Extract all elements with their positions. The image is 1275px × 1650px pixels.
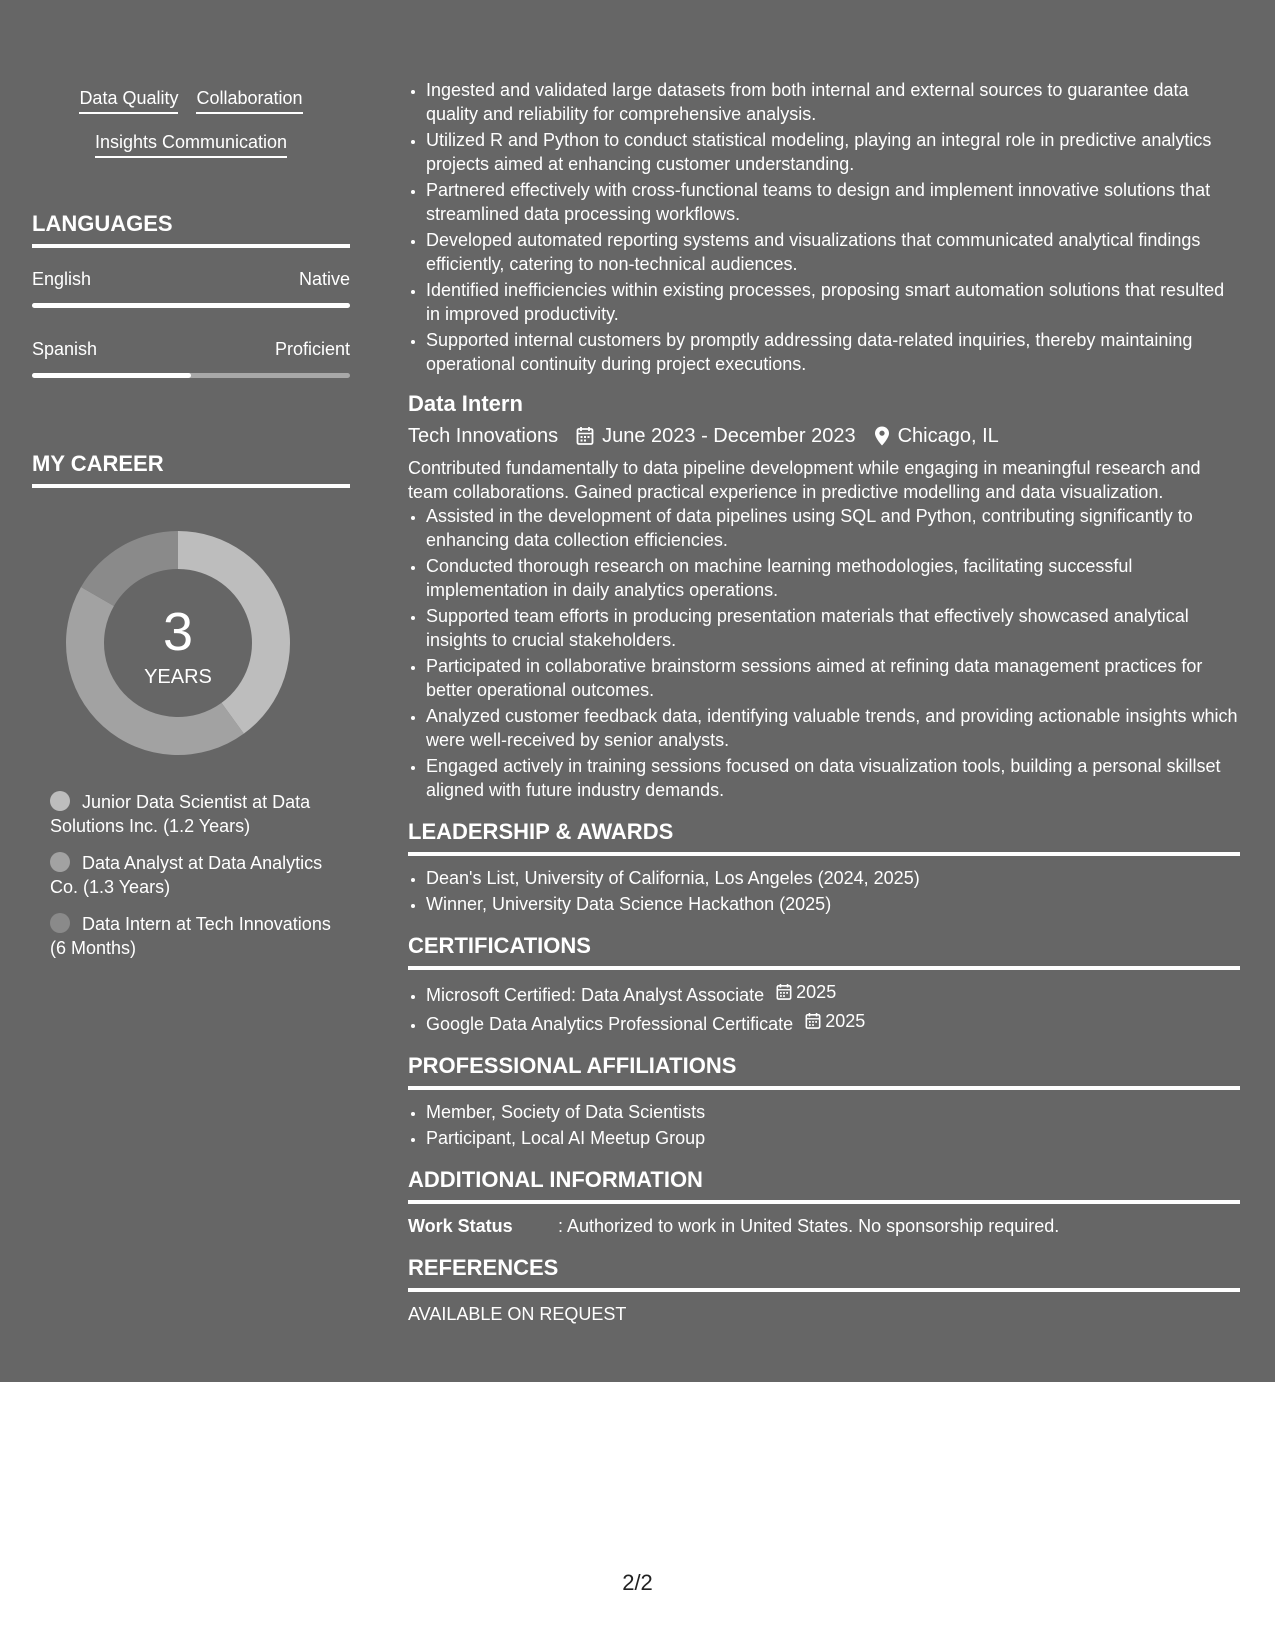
language-bar: [32, 303, 350, 308]
skill-tag: Data Quality: [79, 86, 178, 114]
language-bar-fill: [32, 373, 191, 378]
list-item: • Analyzed customer feedback data, identifying valuable trends, and providing actionable insights which were well-received by senior analysts.: [426, 704, 1240, 752]
language-name: Spanish: [32, 339, 98, 359]
career-heading: MY CAREER: [32, 450, 350, 488]
legend-label: Data Intern at Tech Innovations (6 Months): [50, 914, 331, 958]
list-item: • Assisted in the development of data pipelines using SQL and Python, contributing significantly to enhancing data collection efficiencies.: [426, 504, 1240, 552]
legend-dot: [50, 852, 70, 872]
certifications-list: [408, 980, 1240, 1036]
list-item: • Supported team efforts in producing presentation materials that effectively showcased analytical insights to crucial stakeholders.: [426, 604, 1240, 652]
cert-year: 2025: [796, 982, 837, 1002]
job-summary: Contributed fundamentally to data pipeline development while engaging in meaningful research and team collaborations. Gained practical experience in predictive modelling and data visualization.: [408, 458, 1201, 502]
references-text: AVAILABLE ON REQUEST: [408, 1304, 627, 1324]
language-level: Proficient: [274, 339, 350, 359]
language-name: English: [32, 269, 92, 289]
list-item: • Participated in collaborative brainstorm sessions aimed at refining data management practices for better operational outcomes.: [426, 654, 1240, 702]
language-bar-fill: [32, 303, 350, 308]
intern-bullets: [408, 504, 1240, 802]
legend-label: Junior Data Scientist at Data Solutions Inc. (1.2 Years): [50, 792, 311, 836]
experience-bullets: [408, 78, 1240, 376]
list-item: • Member, Society of Data Scientists: [426, 1100, 1240, 1124]
work-status-label: Work Status: [408, 1216, 513, 1236]
list-item: • Partnered effectively with cross-functional teams to design and implement innovative solutions that streamlined data processing workflows.: [426, 178, 1240, 226]
job-dates: June 2023 - December 2023: [602, 425, 856, 447]
language-english: [32, 267, 350, 308]
cert-year: 2025: [825, 1011, 866, 1031]
language-level: Native: [298, 269, 350, 289]
list-item: • Utilized R and Python to conduct statistical modeling, playing an integral role in predictive analytics projects aimed at enhancing customer understanding.: [426, 128, 1240, 176]
list-item: • Developed automated reporting systems and visualizations that communicated analytical findings efficiently, catering to non-technical audiences.: [426, 228, 1240, 276]
work-status-value: : Authorized to work in United States. No sponsorship required.: [558, 1216, 1060, 1236]
page-number: 2/2: [622, 1570, 653, 1595]
calendar-icon: [776, 983, 792, 1001]
calendar-icon: [805, 1012, 821, 1030]
affiliations-list: [408, 1100, 1240, 1150]
career-total-value: 3: [162, 602, 194, 662]
legend-label: Data Analyst at Data Analytics Co. (1.3 Years): [50, 853, 323, 897]
list-item: • Dean's List, University of California, Los Angeles (2024, 2025): [426, 866, 1240, 890]
list-item: • Ingested and validated large datasets from both internal and external sources to guarantee data quality and reliability for comprehensive analysis.: [426, 78, 1240, 126]
location-pin-icon: [874, 426, 890, 446]
language-bar: [32, 373, 350, 378]
job-location: Chicago, IL: [897, 425, 999, 447]
references-heading: REFERENCES: [408, 1254, 1240, 1292]
additional-info-heading: ADDITIONAL INFORMATION: [408, 1166, 1240, 1204]
list-item: • Participant, Local AI Meetup Group: [426, 1126, 1240, 1150]
legend-item: [50, 851, 350, 899]
awards-list: [408, 866, 1240, 916]
legend-dot: [50, 913, 70, 933]
certifications-heading: CERTIFICATIONS: [408, 932, 1240, 970]
donut-segment-2: [81, 531, 178, 606]
awards-heading: LEADERSHIP & AWARDS: [408, 818, 1240, 856]
legend-dot: [50, 791, 70, 811]
cert-name: Microsoft Certified: Data Analyst Associate: [426, 985, 765, 1005]
cert-name: Google Data Analytics Professional Certificate: [426, 1014, 794, 1034]
list-item: [426, 1009, 1240, 1036]
career-legend: [50, 790, 350, 973]
list-item: • Winner, University Data Science Hackathon (2025): [426, 892, 1240, 916]
job-meta: [408, 422, 1240, 450]
list-item: [426, 980, 1240, 1007]
job-title: Data Intern: [408, 391, 523, 416]
career-total-unit: YEARS: [144, 666, 212, 688]
list-item: • Identified inefficiencies within existing processes, proposing smart automation solutions that resulted in improved productivity.: [426, 278, 1240, 326]
list-item: • Conducted thorough research on machine learning methodologies, facilitating successful implementation in daily analytics operations.: [426, 554, 1240, 602]
skill-tag: Insights Communication: [95, 130, 287, 158]
calendar-icon: [576, 426, 594, 446]
skill-tag: Collaboration: [196, 86, 302, 114]
legend-item: [50, 790, 350, 838]
job-company: Tech Innovations: [408, 425, 559, 447]
skills-tags: [32, 86, 350, 174]
affiliations-heading: PROFESSIONAL AFFILIATIONS: [408, 1052, 1240, 1090]
career-donut-chart: [65, 530, 291, 756]
list-item: • Supported internal customers by promptly addressing data-related inquiries, thereby maintaining operational continuity during project executions.: [426, 328, 1240, 376]
work-status-row: [408, 1214, 1240, 1238]
list-item: • Engaged actively in training sessions focused on data visualization tools, building a personal skillset aligned with future industry demands.: [426, 754, 1240, 802]
languages-heading: LANGUAGES: [32, 210, 350, 248]
donut-segment-0: [178, 531, 290, 734]
right-column: [408, 78, 1240, 1326]
legend-item: [50, 912, 350, 960]
language-spanish: [32, 337, 350, 378]
